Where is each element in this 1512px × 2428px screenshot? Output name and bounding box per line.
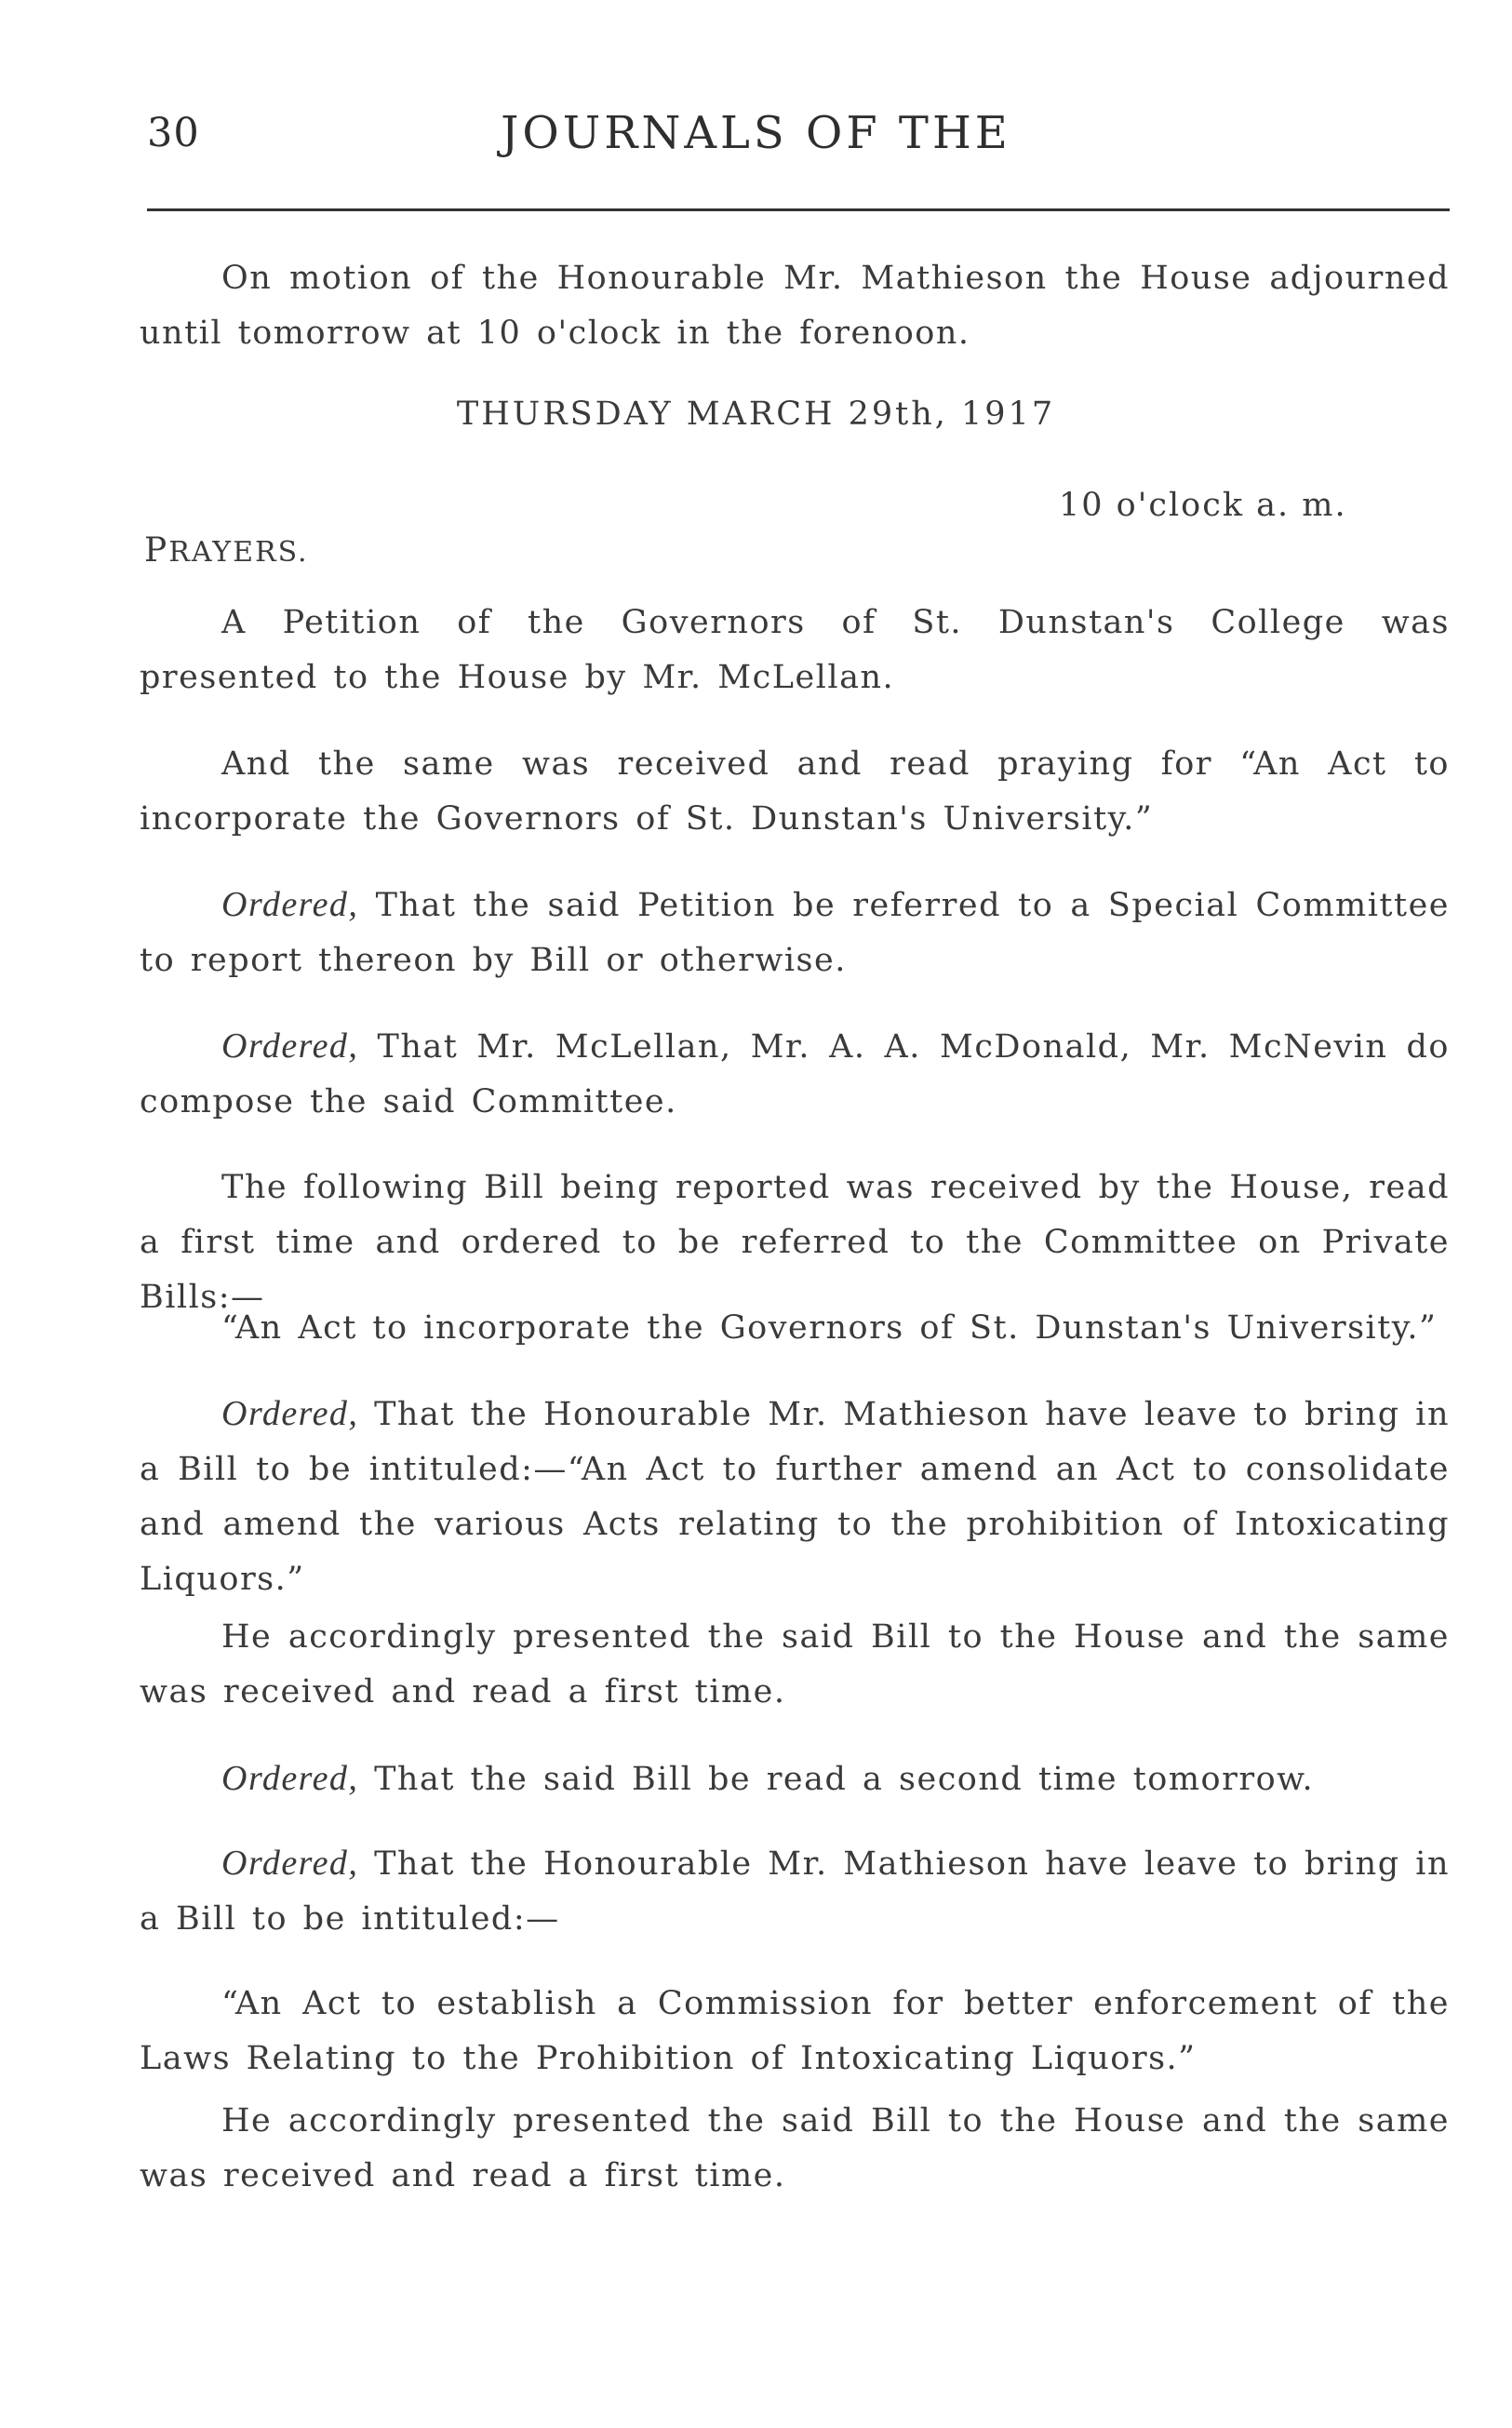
ordered-label: Ordered, [221,885,359,924]
adjournment-paragraph: On motion of the Honourable Mr. Mathieson the House adjourned until tomorrow at 10 o'clock in the forenoon. [140,260,1450,352]
prayers-heading: PRAYERS. [144,531,309,570]
presented-paragraph: He accordingly presented the said Bill to the House and the same was received and read a first time. [140,1618,1450,1710]
date-heading: THURSDAY MARCH 29th, 1917 [456,396,1056,433]
bill-title-paragraph: “An Act to incorporate the Governors of St. Dunstan's University.” [221,1309,1438,1347]
ordered-committee-paragraph: Ordered, That Mr. McLellan, Mr. A. A. McDonald, Mr. McNevin do compose the said Committee. [140,1026,1450,1120]
ordered-second-reading-paragraph: Ordered, That the said Bill be read a second time tomorrow. [221,1759,1315,1798]
ordered-label: Ordered, [221,1394,359,1433]
petition-paragraph: A Petition of the Governors of St. Dunstan's College was presented to the House by Mr. McLellan. [140,604,1450,696]
running-head: JOURNALS OF THE [501,107,1011,159]
page-number: 30 [147,110,200,156]
commission-bill-title-paragraph: “An Act to establish a Commission for better enforcement of the Laws Relating to the Prohibition of Intoxicating Liquors.” [140,1985,1450,2077]
received-paragraph: And the same was received and read praying for “An Act to incorporate the Governors of St. Dunstan's University.” [140,745,1450,838]
sitting-time: 10 o'clock a. m. [1059,487,1347,524]
bill-reported-paragraph: The following Bill being reported was received by the House, read a first time and ordered to be referred to the Committee on Private Bills:— [140,1169,1450,1316]
header-rule [147,208,1450,211]
ordered-leave-paragraph: Ordered, That the Honourable Mr. Mathieson have leave to bring in a Bill to be intituled:—“An Act to further amend an Act to consolidate and amend the various Acts relating to the prohibition of Intoxicating Liquors.” [140,1394,1450,1598]
presented-second-paragraph: He accordingly presented the said Bill to the House and the same was received and read a first time. [140,2102,1450,2194]
ordered-leave-second-paragraph: Ordered, That the Honourable Mr. Mathieson have leave to bring in a Bill to be intituled:— [140,1844,1450,1938]
ordered-label: Ordered, [221,1759,359,1798]
ordered-label: Ordered, [221,1026,359,1066]
ordered-label: Ordered, [221,1844,359,1883]
ordered-referral-paragraph: Ordered, That the said Petition be referred to a Special Committee to report thereon by Bill or otherwise. [140,885,1450,979]
